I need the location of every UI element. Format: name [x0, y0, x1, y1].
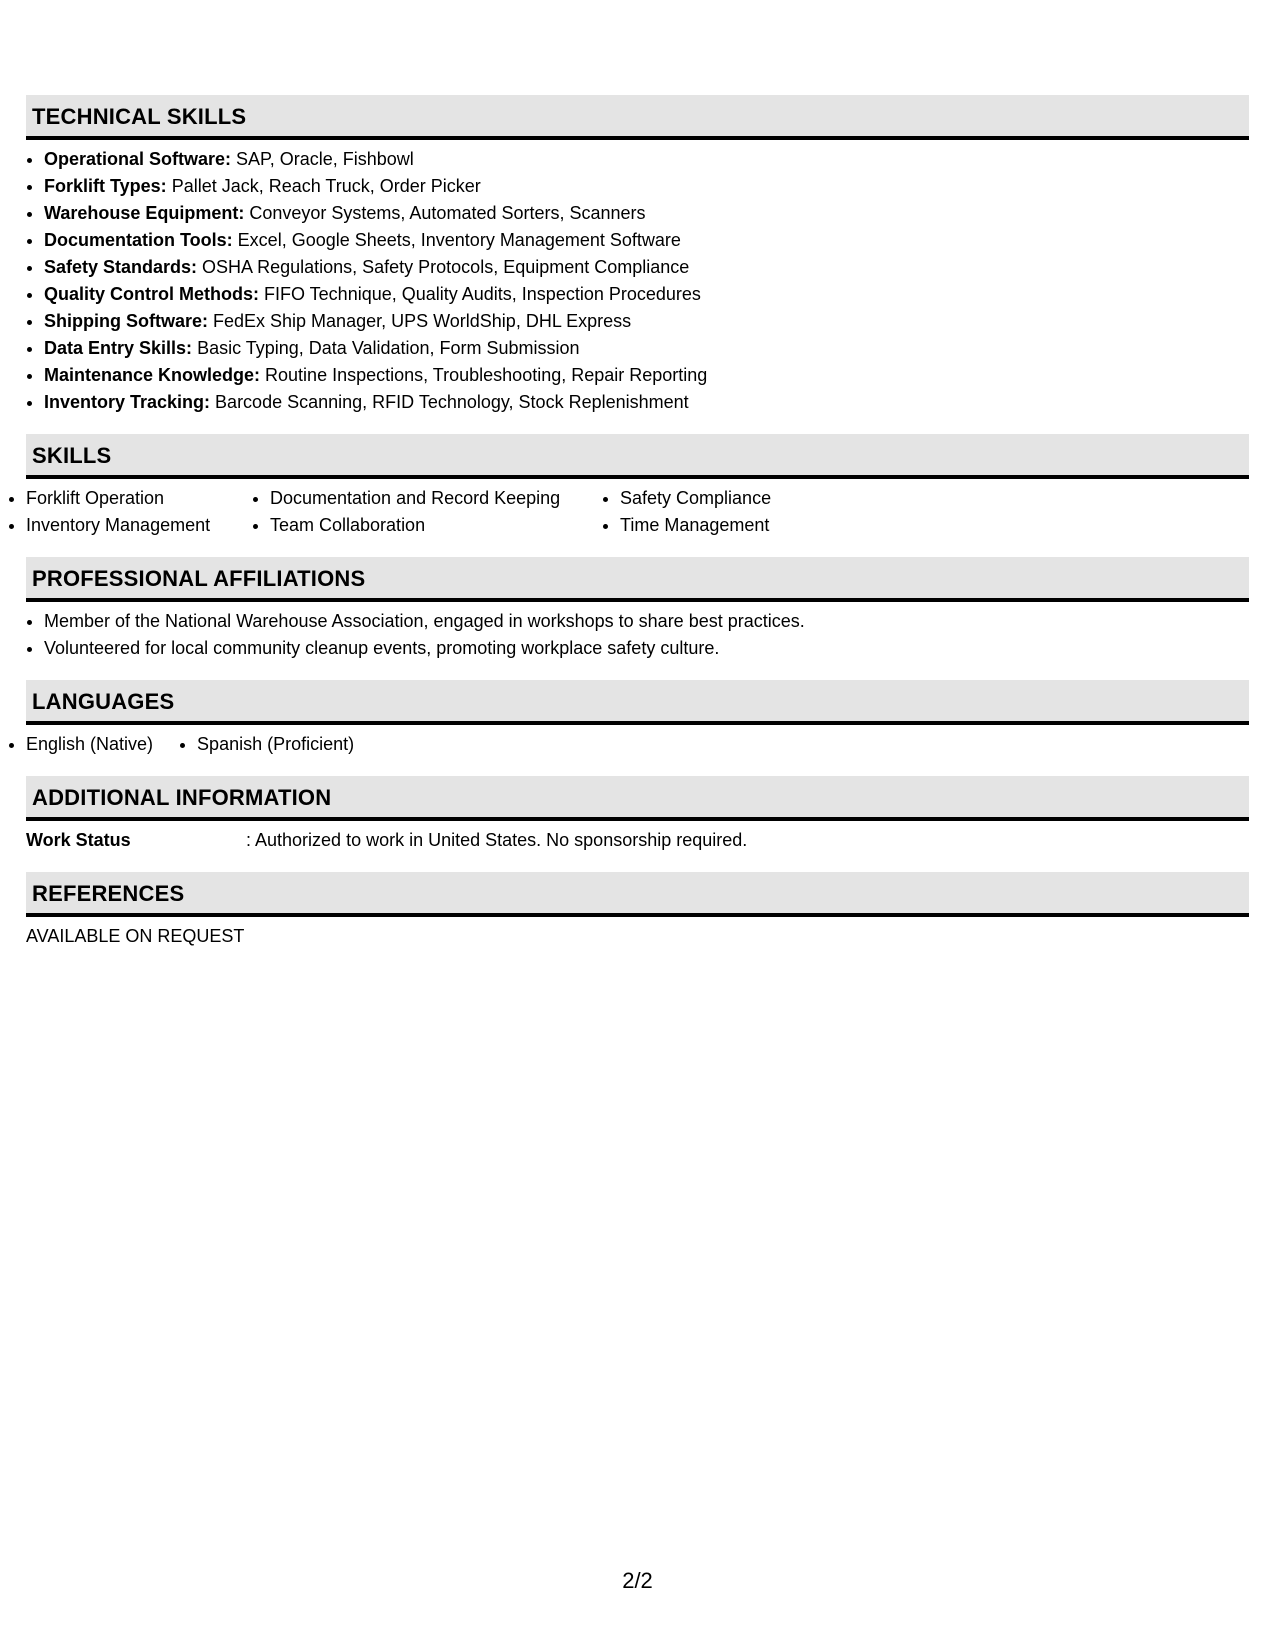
skills-column [26, 485, 246, 539]
skill-label: Safety Standards: [44, 257, 198, 277]
references-section [26, 872, 1249, 950]
skills-section [26, 434, 1249, 539]
list-item: • Spanish (Proficient) [197, 731, 354, 758]
section-title: PROFESSIONAL AFFILIATIONS [32, 566, 366, 591]
page-number: 2/2 [622, 1568, 653, 1593]
skill-label: Quality Control Methods: [44, 284, 259, 304]
list-item: • Time Management [620, 512, 771, 539]
skill-label: Warehouse Equipment: [44, 203, 245, 223]
list-item [44, 227, 1249, 254]
skill-label: Maintenance Knowledge: [44, 365, 261, 385]
skills-grid [26, 485, 1249, 539]
additional-info-section [26, 776, 1249, 854]
work-status-value: : Authorized to work in United States. No sponsorship required. [246, 830, 748, 850]
list-item [44, 362, 1249, 389]
affiliations-list [26, 608, 1249, 662]
skill-value: FIFO Technique, Quality Audits, Inspection Procedures [259, 284, 701, 304]
section-header [26, 434, 1249, 479]
list-item: • Volunteered for local community cleanup events, promoting workplace safety culture. [44, 635, 1249, 662]
section-title: REFERENCES [32, 881, 185, 906]
work-status-row [26, 827, 1249, 854]
skill-value: Conveyor Systems, Automated Sorters, Scanners [244, 203, 646, 223]
list-item [44, 308, 1249, 335]
list-item [44, 200, 1249, 227]
list-item: • English (Native) [26, 731, 153, 758]
skill-value: Pallet Jack, Reach Truck, Order Picker [166, 176, 481, 196]
skill-label: Shipping Software: [44, 311, 208, 331]
affiliations-section [26, 557, 1249, 662]
skill-value: OSHA Regulations, Safety Protocols, Equipment Compliance [197, 257, 690, 277]
skill-value: SAP, Oracle, Fishbowl [231, 149, 414, 169]
section-title: LANGUAGES [32, 689, 175, 714]
section-header [26, 872, 1249, 917]
list-item: • Safety Compliance [620, 485, 771, 512]
list-item [44, 173, 1249, 200]
section-title: TECHNICAL SKILLS [32, 104, 247, 129]
skill-label: Documentation Tools: [44, 230, 233, 250]
list-item [44, 335, 1249, 362]
section-header [26, 95, 1249, 140]
list-item: • Forklift Operation [26, 485, 246, 512]
skill-value: Routine Inspections, Troubleshooting, Repair Reporting [260, 365, 708, 385]
list-item [44, 146, 1249, 173]
skill-value: Barcode Scanning, RFID Technology, Stock Replenishment [210, 392, 689, 412]
section-header [26, 680, 1249, 725]
technical-skills-section [26, 95, 1249, 416]
languages-list [26, 731, 1249, 758]
skill-label: Forklift Types: [44, 176, 167, 196]
list-item: • Documentation and Record Keeping [270, 485, 596, 512]
list-item: • Inventory Management [26, 512, 246, 539]
skill-label: Inventory Tracking: [44, 392, 211, 412]
list-item: • Team Collaboration [270, 512, 596, 539]
skill-label: Data Entry Skills: [44, 338, 193, 358]
references-text: AVAILABLE ON REQUEST [26, 926, 245, 946]
list-item [44, 281, 1249, 308]
skill-label: Operational Software: [44, 149, 232, 169]
section-header [26, 776, 1249, 821]
section-title: ADDITIONAL INFORMATION [32, 785, 332, 810]
skill-value: Basic Typing, Data Validation, Form Submission [192, 338, 580, 358]
list-item [44, 254, 1249, 281]
work-status-label: Work Status [26, 830, 131, 850]
skill-value: Excel, Google Sheets, Inventory Management Software [232, 230, 681, 250]
languages-section [26, 680, 1249, 758]
technical-skills-list [26, 146, 1249, 416]
section-header [26, 557, 1249, 602]
list-item: • Member of the National Warehouse Association, engaged in workshops to share best practices. [44, 608, 1249, 635]
skill-value: FedEx Ship Manager, UPS WorldShip, DHL Express [208, 311, 632, 331]
list-item [44, 389, 1249, 416]
skills-column [596, 485, 771, 539]
skills-column [246, 485, 596, 539]
section-title: SKILLS [32, 443, 112, 468]
